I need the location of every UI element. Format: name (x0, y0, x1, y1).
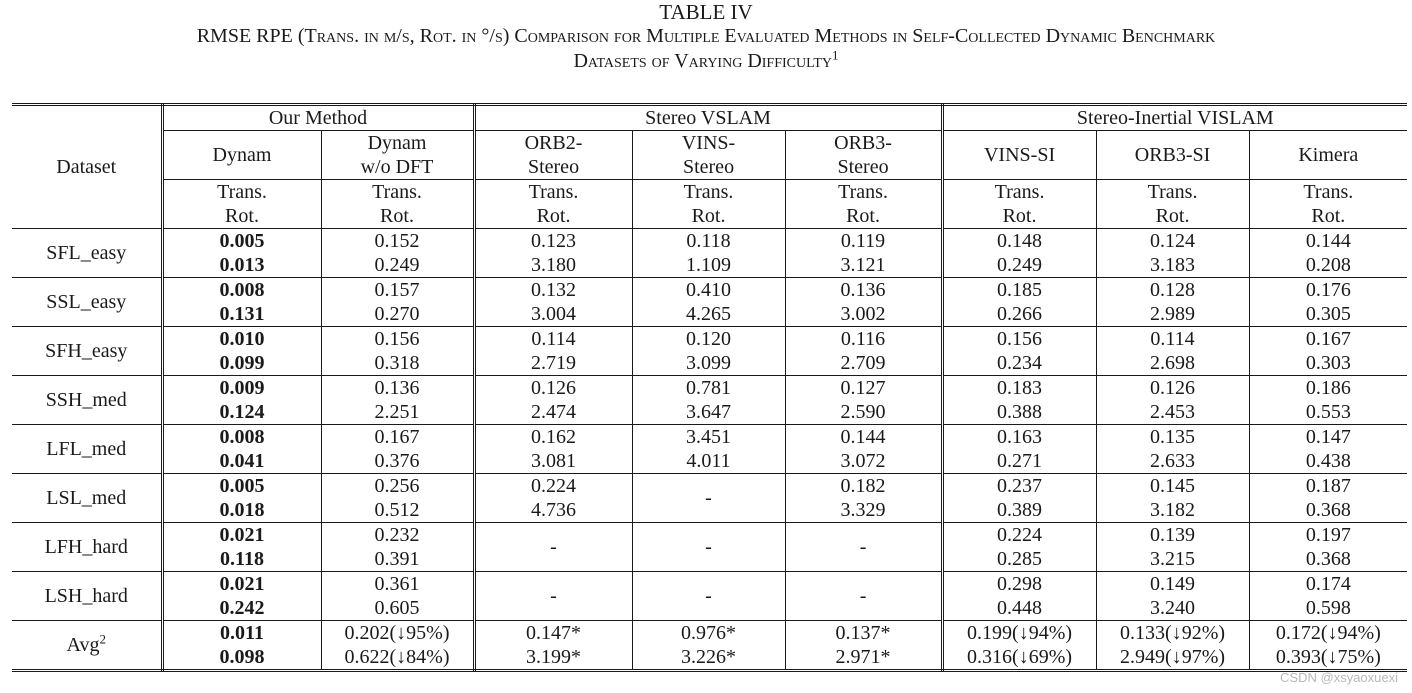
method-header-line1: Dynam (367, 132, 427, 154)
value-cell (1249, 425, 1407, 474)
value-cell (1249, 327, 1407, 376)
rot-value: 2.949(↓97%) (1120, 646, 1226, 668)
value-cell (474, 425, 632, 474)
rot-value: 2.453 (1150, 401, 1196, 423)
rot-value: 2.971* (835, 646, 891, 668)
rot-value: 0.234 (997, 352, 1043, 374)
header-row-groups (12, 105, 1407, 131)
table-title-line2 (0, 49, 1412, 74)
value-cell (162, 621, 321, 671)
dataset-cell (12, 572, 162, 621)
trans-value: 0.119 (840, 230, 886, 252)
value-cell (632, 621, 785, 671)
trans-value: 0.298 (997, 573, 1043, 595)
rot-value: 3.647 (686, 401, 732, 423)
trans-value: 0.123 (531, 230, 577, 252)
value-cell (1096, 572, 1249, 621)
trans-value: 0.021 (219, 524, 265, 546)
dataset-name: LFL_med (46, 438, 127, 460)
trans-value: 0.136 (374, 377, 420, 399)
method-header-line1: ORB2- (524, 132, 583, 154)
value-cell (1096, 474, 1249, 523)
metric-rot-label: Rot. (1155, 205, 1190, 227)
rot-value: 0.041 (219, 450, 265, 472)
value-cell (785, 278, 942, 327)
method-header-line1: VINS-SI (983, 144, 1056, 166)
rot-value: 0.242 (219, 597, 265, 619)
rot-value: 2.989 (1150, 303, 1196, 325)
rot-value: 3.183 (1150, 254, 1196, 276)
value-cell (1249, 229, 1407, 278)
header-row-metrics (12, 180, 1407, 229)
trans-value: 0.187 (1305, 475, 1351, 497)
dataset-cell (12, 523, 162, 572)
rot-value: 0.376 (374, 450, 420, 472)
header-row-methods (12, 131, 1407, 180)
rot-value: 3.199* (526, 646, 582, 668)
results-table (12, 103, 1407, 672)
trans-value: 0.116 (840, 328, 886, 350)
trans-value: 0.197 (1305, 524, 1351, 546)
rot-value: 3.002 (840, 303, 886, 325)
value-cell (942, 229, 1096, 278)
dataset-name: SSH_med (45, 389, 127, 411)
rot-value: 0.512 (374, 499, 420, 521)
method-header-line2: Stereo (527, 156, 580, 178)
method-header-7 (1249, 131, 1407, 180)
value-cell (1096, 425, 1249, 474)
metric-rot-label: Rot. (846, 205, 880, 227)
trans-value: 0.126 (1150, 377, 1196, 399)
metric-rot-label: Rot. (225, 205, 259, 227)
title-footnote-mark: 1 (832, 47, 839, 63)
rot-value: 3.215 (1150, 548, 1196, 570)
missing-value-cell: - (632, 523, 785, 572)
rot-value: 0.285 (997, 548, 1043, 570)
method-header-line1: Dynam (212, 144, 272, 166)
metric-trans-label: Trans. (1303, 181, 1354, 203)
rot-value: 0.270 (374, 303, 420, 325)
table-caption (0, 0, 1412, 74)
dataset-name: LFH_hard (44, 536, 128, 558)
value-cell (1249, 376, 1407, 425)
trans-value: 0.008 (219, 426, 265, 448)
trans-value: 0.202(↓95%) (344, 622, 450, 644)
table-row (12, 327, 1407, 376)
dataset-cell (12, 474, 162, 523)
trans-value: 0.152 (374, 230, 420, 252)
rot-value: 0.099 (219, 352, 265, 374)
rot-value: 0.622(↓84%) (344, 646, 450, 668)
value-cell (321, 425, 474, 474)
trans-value: 0.256 (374, 475, 420, 497)
value-cell (1249, 474, 1407, 523)
value-cell (1249, 278, 1407, 327)
trans-value: 0.144 (840, 426, 886, 448)
rot-value: 3.329 (840, 499, 886, 521)
table-row (12, 229, 1407, 278)
rot-value: 0.598 (1305, 597, 1351, 619)
trans-value: 3.451 (686, 426, 732, 448)
rot-value: 0.318 (374, 352, 420, 374)
rot-value: 3.240 (1150, 597, 1196, 619)
value-cell (474, 621, 632, 671)
value-cell (1096, 278, 1249, 327)
method-header-line2: Stereo (682, 156, 735, 178)
value-cell (321, 278, 474, 327)
metric-header-4 (785, 180, 942, 229)
rot-value: 4.736 (531, 499, 577, 521)
metric-header-3 (632, 180, 785, 229)
trans-value: 0.126 (531, 377, 577, 399)
rot-value: 0.303 (1305, 352, 1351, 374)
method-header-line2: w/o DFT (360, 156, 434, 178)
value-cell (321, 621, 474, 671)
value-cell (942, 327, 1096, 376)
dataset-cell (12, 278, 162, 327)
value-cell (321, 474, 474, 523)
trans-value: 0.132 (531, 279, 577, 301)
rot-value: 0.124 (219, 401, 265, 423)
metric-header-1 (321, 180, 474, 229)
metric-header-0 (162, 180, 321, 229)
trans-value: 0.147 (1305, 426, 1351, 448)
trans-value: 0.135 (1150, 426, 1196, 448)
value-cell (162, 474, 321, 523)
value-cell (162, 572, 321, 621)
missing-value-cell: - (632, 572, 785, 621)
value-cell (632, 278, 785, 327)
rot-value: 4.011 (686, 450, 731, 472)
trans-value: 0.781 (686, 377, 732, 399)
value-cell (474, 278, 632, 327)
missing-value-cell: - (474, 572, 632, 621)
rot-value: 0.271 (997, 450, 1043, 472)
value-cell (785, 327, 942, 376)
trans-value: 0.167 (374, 426, 420, 448)
trans-value: 0.005 (219, 475, 265, 497)
missing-value-cell: - (785, 523, 942, 572)
dataset-name: SFL_easy (46, 242, 127, 264)
rot-value: 0.391 (374, 548, 420, 570)
trans-value: 0.148 (997, 230, 1043, 252)
value-cell (942, 474, 1096, 523)
dataset-cell (12, 425, 162, 474)
value-cell (785, 229, 942, 278)
method-header-5 (942, 131, 1096, 180)
trans-value: 0.009 (219, 377, 265, 399)
trans-value: 0.114 (531, 328, 576, 350)
rot-value: 1.109 (686, 254, 732, 276)
trans-value: 0.224 (997, 524, 1043, 546)
rot-value: 0.098 (219, 646, 265, 668)
method-header-line2: Stereo (837, 156, 889, 178)
avg-footnote-mark: 2 (99, 631, 106, 647)
method-header-6 (1096, 131, 1249, 180)
value-cell (632, 229, 785, 278)
trans-value: 0.127 (840, 377, 886, 399)
value-cell (942, 572, 1096, 621)
method-header-line1: ORB3- (834, 132, 892, 154)
table-row (12, 523, 1407, 572)
rot-value: 0.388 (997, 401, 1043, 423)
trans-value: 0.167 (1305, 328, 1351, 350)
table-row (12, 572, 1407, 621)
metric-trans-label: Trans. (838, 181, 888, 203)
watermark: CSDN @xsyaoxuexi (1280, 670, 1398, 685)
dataset-name: LSL_med (46, 487, 127, 509)
dataset-cell (12, 327, 162, 376)
rot-value: 0.305 (1305, 303, 1351, 325)
rot-value: 0.249 (997, 254, 1043, 276)
trans-value: 0.139 (1150, 524, 1196, 546)
rot-value: 0.605 (374, 597, 420, 619)
rot-value: 2.698 (1150, 352, 1196, 374)
trans-value: 0.005 (219, 230, 265, 252)
value-cell (1096, 229, 1249, 278)
trans-value: 0.172(↓94%) (1275, 622, 1381, 644)
trans-value: 0.361 (374, 573, 420, 595)
rot-value: 0.316(↓69%) (967, 646, 1073, 668)
dataset-name: LSH_hard (44, 585, 128, 607)
trans-value: 0.237 (997, 475, 1043, 497)
trans-value: 0.186 (1305, 377, 1351, 399)
rot-value: 2.590 (840, 401, 886, 423)
value-cell (942, 278, 1096, 327)
metric-header-6 (1096, 180, 1249, 229)
trans-value: 0.021 (219, 573, 265, 595)
rot-value: 2.251 (374, 401, 420, 423)
value-cell (632, 376, 785, 425)
rot-value: 0.018 (219, 499, 265, 521)
missing-value-cell: - (474, 523, 632, 572)
method-header-2 (474, 131, 632, 180)
trans-value: 0.114 (1150, 328, 1195, 350)
value-cell (632, 425, 785, 474)
trans-value: 0.149 (1150, 573, 1196, 595)
table-label: TABLE IV (659, 0, 753, 24)
rot-value: 3.081 (531, 450, 577, 472)
method-header-1 (321, 131, 474, 180)
value-cell (162, 278, 321, 327)
value-cell (162, 376, 321, 425)
trans-value: 0.174 (1305, 573, 1351, 595)
value-cell (474, 229, 632, 278)
table-title-line1: RMSE RPE (Trans. in m/s, Rot. in °/s) Comparison for Multiple Evaluated Methods in Self-Collected Dynamic Benchmark (196, 25, 1216, 47)
trans-value: 0.976* (681, 622, 737, 644)
rot-value: 0.393(↓75%) (1275, 646, 1381, 668)
method-header-line1: ORB3-SI (1134, 144, 1211, 166)
table-row (12, 376, 1407, 425)
rot-value: 0.368 (1305, 499, 1351, 521)
value-cell (321, 376, 474, 425)
trans-value: 0.118 (686, 230, 731, 252)
method-header-0 (162, 131, 321, 180)
value-cell (1249, 621, 1407, 671)
rot-value: 2.474 (531, 401, 577, 423)
dataset-name: SFH_easy (45, 340, 128, 362)
trans-value: 0.410 (686, 279, 732, 301)
metric-trans-label: Trans. (372, 181, 422, 203)
value-cell (942, 376, 1096, 425)
rot-value: 3.182 (1150, 499, 1196, 521)
metric-header-5 (942, 180, 1096, 229)
method-header-4 (785, 131, 942, 180)
metric-rot-label: Rot. (1311, 205, 1346, 227)
rot-value: 3.121 (840, 254, 886, 276)
rot-value: 0.266 (997, 303, 1043, 325)
trans-value: 0.163 (997, 426, 1043, 448)
value-cell (321, 327, 474, 376)
rot-value: 2.719 (531, 352, 577, 374)
value-cell (162, 523, 321, 572)
rot-value: 0.208 (1305, 254, 1351, 276)
rot-value: 0.553 (1305, 401, 1351, 423)
rot-value: 0.438 (1305, 450, 1351, 472)
trans-value: 0.136 (840, 279, 886, 301)
group-stereo-inertial-vislam: Stereo-Inertial VISLAM (942, 105, 1407, 131)
dataset-cell (12, 376, 162, 425)
trans-value: 0.162 (531, 426, 577, 448)
metric-rot-label: Rot. (1002, 205, 1037, 227)
trans-value: 0.147* (526, 622, 582, 644)
rot-value: 3.180 (531, 254, 577, 276)
metric-header-2 (474, 180, 632, 229)
rot-value: 0.389 (997, 499, 1043, 521)
trans-value: 0.157 (374, 279, 420, 301)
table-row (12, 425, 1407, 474)
trans-value: 0.224 (531, 475, 577, 497)
rot-value: 0.368 (1305, 548, 1351, 570)
value-cell (1096, 523, 1249, 572)
rot-value: 2.633 (1150, 450, 1196, 472)
metric-rot-label: Rot. (536, 205, 571, 227)
trans-value: 0.120 (686, 328, 732, 350)
value-cell (162, 327, 321, 376)
value-cell (1096, 376, 1249, 425)
method-header-line1: Kimera (1298, 144, 1359, 166)
rot-value: 0.013 (219, 254, 265, 276)
table-row (12, 621, 1407, 671)
rot-value: 3.072 (840, 450, 886, 472)
title-line2-text: Datasets of Varying Difficulty (573, 50, 833, 72)
rot-value: 0.131 (219, 303, 265, 325)
dataset-header: Dataset (12, 105, 162, 229)
method-header-3 (632, 131, 785, 180)
rot-value: 0.249 (374, 254, 420, 276)
value-cell (321, 523, 474, 572)
trans-value: 0.008 (219, 279, 265, 301)
trans-value: 0.011 (220, 622, 264, 644)
value-cell (474, 376, 632, 425)
trans-value: 0.183 (997, 377, 1043, 399)
value-cell (785, 425, 942, 474)
metric-trans-label: Trans. (994, 181, 1045, 203)
value-cell (942, 523, 1096, 572)
metric-rot-label: Rot. (691, 205, 726, 227)
metric-trans-label: Trans. (528, 181, 579, 203)
table-row (12, 474, 1407, 523)
value-cell (474, 474, 632, 523)
trans-value: 0.133(↓92%) (1120, 622, 1226, 644)
rot-value: 2.709 (840, 352, 886, 374)
results-table-wrapper (12, 103, 1407, 672)
dataset-name: Avg (66, 634, 100, 656)
missing-value-cell: - (785, 572, 942, 621)
metric-trans-label: Trans. (217, 181, 267, 203)
trans-value: 0.145 (1150, 475, 1196, 497)
value-cell (785, 376, 942, 425)
rot-value: 0.448 (997, 597, 1043, 619)
metric-trans-label: Trans. (683, 181, 734, 203)
value-cell (1096, 621, 1249, 671)
value-cell (474, 327, 632, 376)
trans-value: 0.182 (840, 475, 886, 497)
trans-value: 0.199(↓94%) (967, 622, 1073, 644)
metric-rot-label: Rot. (380, 205, 414, 227)
missing-value-cell: - (632, 474, 785, 523)
value-cell (942, 621, 1096, 671)
table-row (12, 278, 1407, 327)
method-header-line1: VINS- (681, 132, 736, 154)
trans-value: 0.185 (997, 279, 1043, 301)
dataset-cell (12, 229, 162, 278)
rot-value: 3.004 (531, 303, 577, 325)
trans-value: 0.176 (1305, 279, 1351, 301)
value-cell (1249, 523, 1407, 572)
value-cell (1249, 572, 1407, 621)
dataset-name: SSL_easy (46, 291, 127, 313)
trans-value: 0.010 (219, 328, 265, 350)
value-cell (785, 474, 942, 523)
value-cell (632, 327, 785, 376)
value-cell (1096, 327, 1249, 376)
group-our-method: Our Method (162, 105, 474, 131)
metric-trans-label: Trans. (1147, 181, 1198, 203)
value-cell (321, 229, 474, 278)
value-cell (942, 425, 1096, 474)
trans-value: 0.137* (835, 622, 891, 644)
group-stereo-vslam: Stereo VSLAM (474, 105, 942, 131)
rot-value: 3.226* (681, 646, 737, 668)
trans-value: 0.128 (1150, 279, 1196, 301)
trans-value: 0.232 (374, 524, 420, 546)
value-cell (162, 425, 321, 474)
trans-value: 0.156 (997, 328, 1043, 350)
value-cell (785, 621, 942, 671)
value-cell (162, 229, 321, 278)
trans-value: 0.124 (1150, 230, 1196, 252)
rot-value: 3.099 (686, 352, 732, 374)
dataset-cell (12, 621, 162, 671)
metric-header-7 (1249, 180, 1407, 229)
trans-value: 0.156 (374, 328, 420, 350)
trans-value: 0.144 (1305, 230, 1351, 252)
rot-value: 4.265 (686, 303, 732, 325)
value-cell (321, 572, 474, 621)
rot-value: 0.118 (220, 548, 264, 570)
